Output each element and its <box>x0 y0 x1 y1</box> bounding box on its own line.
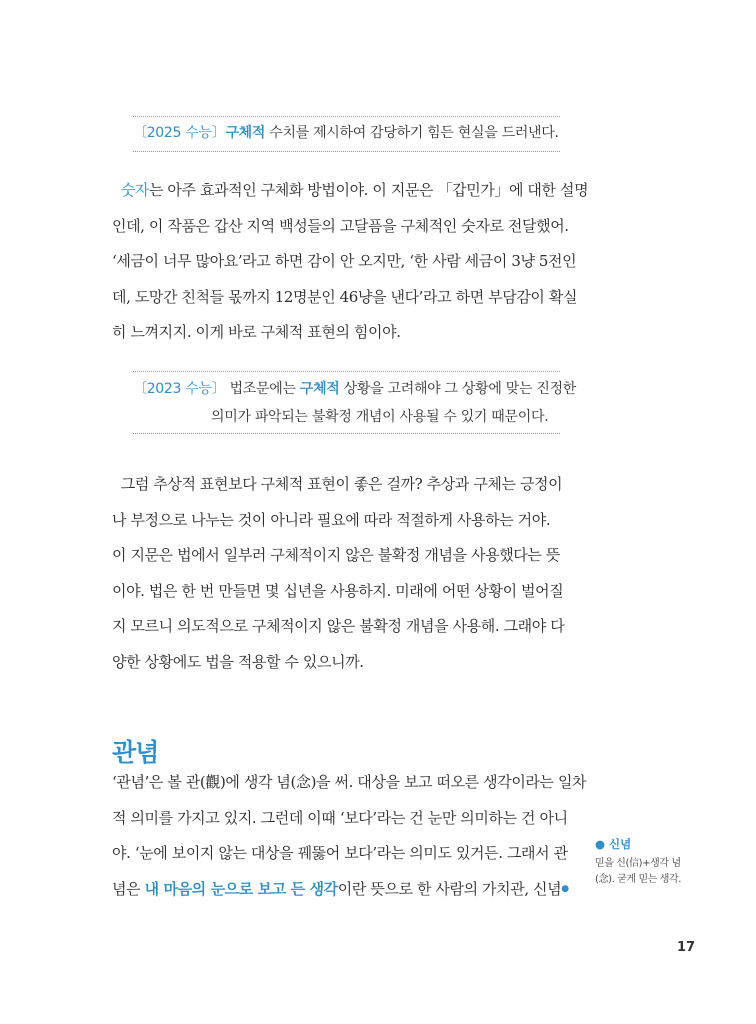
example1-top-rule <box>133 116 560 117</box>
section-highlight: 내 마음의 눈으로 보고 든 생각 <box>144 879 338 898</box>
example1-tag: 〔2025 수능〕 <box>133 125 226 141</box>
paragraph2-line: 이야. 법은 한 번 만들면 몇 십년을 사용하지. 미래에 어떤 상황이 벌어질 <box>112 581 564 600</box>
paragraph1-line4: 데, 도망간 친척들 몫까지 12명분인 46냥을 낸다’라고 하면 부담감이 확실 <box>112 287 578 306</box>
paragraph1-line5: 히 느껴지지. 이게 바로 구체적 표현의 힘이야. <box>112 323 401 341</box>
sidenote-line2: (念). 굳게 믿는 생각. <box>595 874 682 885</box>
paragraph1-line3: ‘세금이 너무 많아요’라고 하면 감이 안 오지만, ‘한 사람 세금이 3냥 5전인 <box>112 252 577 270</box>
sidenote-line1: 믿을 신(信)+생각 념 <box>595 858 681 869</box>
section-heading: 관념 <box>112 738 159 767</box>
sidenote <box>595 836 715 888</box>
example1-quote <box>133 121 563 145</box>
paragraph1-line1: 숫자는 아주 효과적인 구체화 방법이야. 이 지문은 「갑민가」에 대한 설명 <box>120 181 589 199</box>
section-line2: 적 의미를 가지고 있지. 그런데 이때 ‘보다’라는 건 눈만 의미하는 건 아니 <box>112 808 568 827</box>
sidenote-title: ● 신념 <box>595 837 632 851</box>
example2-top-rule <box>133 371 560 372</box>
paragraph1 <box>112 173 587 351</box>
example2-keyword: 구체적 <box>299 381 340 397</box>
section-line3: 야. ‘눈에 보이지 않는 대상을 꿰뚫어 보다’라는 의미도 있거든. 그래서 관 <box>112 844 568 862</box>
page-number: 17 <box>677 940 696 955</box>
paragraph2-line: 나 부정으로 나누는 것이 아니라 필요에 따라 적절하게 사용하는 거야. <box>112 510 551 529</box>
paragraph2-line: 그럼 추상적 표현보다 구체적 표현이 좋은 걸까? 추상과 구체는 긍정이 <box>120 475 563 493</box>
example1-text: 수치를 제시하여 감당하기 힘든 현실을 드러낸다. <box>265 125 559 141</box>
example2-bottom-rule <box>133 433 560 434</box>
paragraph1-line2: 인데, 이 작품은 갑산 지역 백성들의 고달픔을 구체적인 숫자로 전달했어. <box>112 216 569 235</box>
example2-quote-line2: 의미가 파악되는 불확정 개념이 사용될 수 있기 때문이다. <box>211 409 549 425</box>
footnote-dot-icon: ● <box>561 883 569 894</box>
section-body <box>112 765 587 907</box>
section-line1: ‘관념’은 볼 관(觀)에 생각 념(念)을 써. 대상을 보고 떠오른 생각이라는 일차 <box>112 773 587 791</box>
paragraph2-line: 지 모르니 의도적으로 구체적이지 않은 불확정 개념을 사용해. 그래야 다 <box>112 617 565 635</box>
example2-tag: 〔2023 수능〕 <box>133 381 226 397</box>
paragraph1-highlight: 숫자 <box>120 181 149 199</box>
paragraph2 <box>112 467 587 680</box>
paragraph2-line: 이 지문은 법에서 일부러 구체적이지 않은 불확정 개념을 사용했다는 뜻 <box>112 546 560 564</box>
example1-keyword: 구체적 <box>225 125 266 141</box>
example2-quote: 〔2023 수능〕 법조문에는 구체적 상황을 고려해야 그 상황에 맞는 진정한 <box>133 381 577 397</box>
paragraph2-line: 양한 상황에도 법을 적용할 수 있으니까. <box>112 652 364 671</box>
section-line4: 념은 내 마음의 눈으로 보고 든 생각이란 뜻으로 한 사람의 가치관, 신념● <box>112 879 569 898</box>
example1-bottom-rule <box>133 151 560 152</box>
